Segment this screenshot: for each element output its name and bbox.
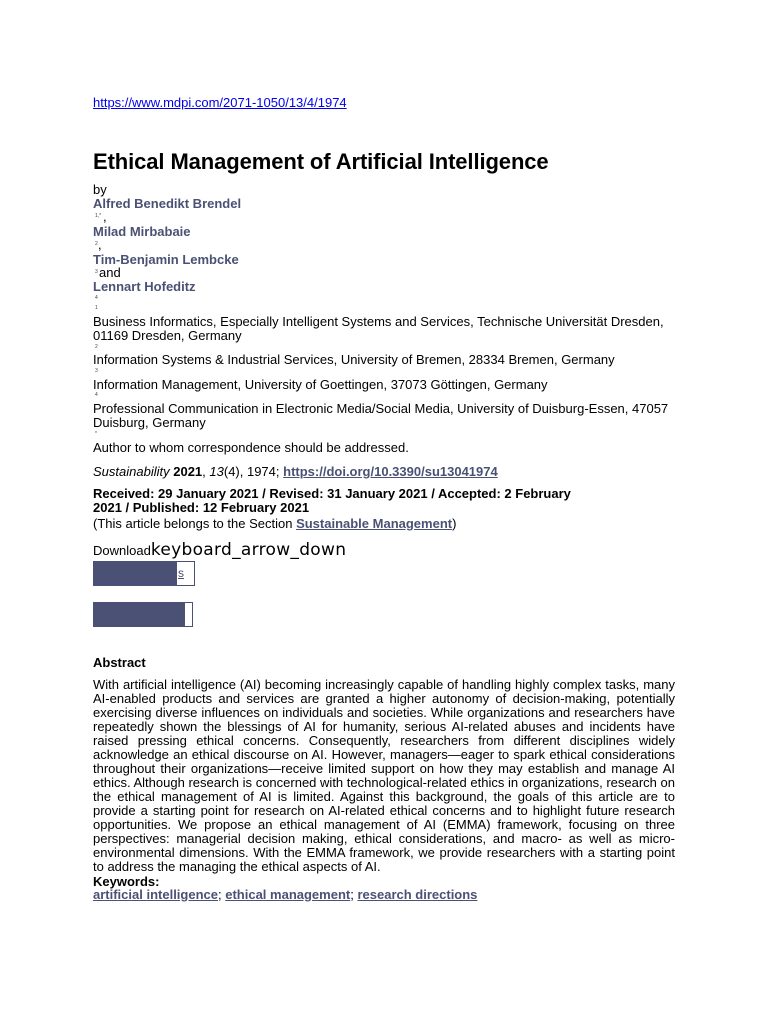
correspondence-note: Author to whom correspondence should be addressed. [93, 440, 409, 455]
download-option-button-2[interactable] [93, 602, 193, 627]
author-link-2[interactable]: Milad Mirbabaie [93, 224, 191, 239]
keyword-link-3[interactable]: research directions [357, 887, 478, 902]
journal-volume: 13 [209, 464, 224, 479]
affiliation-2: Information Systems & Industrial Services, University of Bremen, 28334 Bremen, Germany [93, 352, 615, 367]
affiliation-num-3: 3 [95, 368, 98, 374]
keywords-heading: Keywords: [93, 874, 160, 889]
author-link-4[interactable]: Lennart Hofeditz [93, 279, 196, 294]
section-suffix: ) [452, 516, 457, 531]
author-link-1[interactable]: Alfred Benedikt Brendel [93, 196, 242, 211]
author-link-3[interactable]: Tim-Benjamin Lembcke [93, 252, 239, 267]
affiliation-1: Business Informatics, Especially Intelligent Systems and Services, Technische Universität Dresden, 01169 Dresden, Germany [93, 314, 664, 343]
abstract-heading: Abstract [93, 655, 146, 670]
author-sup-2: 2 [95, 241, 98, 247]
section-prefix: (This article belongs to the Section [93, 516, 297, 531]
journal-issue: (4) [223, 464, 240, 479]
journal-article: , 1974; [239, 464, 284, 479]
doi-link[interactable]: https://doi.org/10.3390/su13041974 [283, 464, 498, 479]
affiliation-num-4: 4 [95, 392, 98, 398]
author-sep-2: , [98, 237, 102, 252]
download-option-tail-2 [185, 603, 192, 626]
download-label[interactable]: Download [93, 543, 151, 558]
by-label: by [93, 182, 107, 197]
download-option-tail[interactable]: s [177, 562, 194, 585]
abstract-text: With artificial intelligence (AI) becoming increasingly capable of handling highly complex tasks, many AI-enabled products and services are granted a higher autonomy of decision-making, potentially exercising diverse influences on individuals and societies. While organizations and researchers have repeatedly shown the blessings of AI for humanity, serious AI-related abuses and incidents have raised pressing ethical concerns. Consequently, researchers from different disciplines widely acknowledge an ethical discourse on AI. However, managers—eager to spark ethical considerations throughout their organizations—receive limited support on how they may establish and manage AI ethics. Although research is concerned with technological-related ethics in organizations, research on the ethical management of AI is limited. Against this background, the goals of this article are to provide a starting point for research on AI-related ethical concerns and to highlight future research opportunities. We propose an ethical management of AI (EMMA) framework, focusing on three perspectives: managerial decision making, ethical considerations, and macro- as well as micro-environmental dimensions. With the EMMA framework, we provide researchers with a starting point to address the managing the ethical aspects of AI. [93, 677, 675, 874]
publication-dates: Received: 29 January 2021 / Revised: 31 January 2021 / Accepted: 2 February 2021 / Published: 12 February 2021 [93, 486, 571, 515]
journal-name: Sustainability [93, 464, 170, 479]
article-url-link[interactable]: https://www.mdpi.com/2071-1050/13/4/1974 [93, 95, 347, 110]
keyword-link-1[interactable]: artificial intelligence [93, 887, 218, 902]
affiliation-num-1: 1 [95, 305, 98, 311]
author-sup-1: 1,* [95, 213, 102, 219]
affiliation-num-corr: * [95, 431, 97, 437]
download-menu[interactable] [93, 540, 346, 560]
author-sep-1: , [103, 209, 107, 224]
journal-citation: Sustainability 2021, 13(4), 1974; https://doi.org/10.3390/su13041974 [93, 464, 498, 479]
section-note [93, 516, 456, 531]
journal-year: 2021 [173, 464, 203, 479]
keyboard-arrow-down-icon[interactable]: keyboard_arrow_down [150, 540, 347, 560]
author-sup-3: 3 [95, 269, 98, 275]
download-option-button-1[interactable] [93, 561, 195, 586]
author-sep-3: and [99, 265, 121, 280]
keywords-list: artificial intelligence; ethical management; research directions [93, 887, 478, 902]
author-sup-4: 4 [95, 295, 98, 301]
affiliation-4: Professional Communication in Electronic Media/Social Media, University of Duisburg-Essen, 47057 Duisburg, Germany [93, 401, 669, 430]
section-link[interactable]: Sustainable Management [296, 516, 453, 531]
affiliation-num-2: 2 [95, 344, 98, 350]
affiliation-3: Information Management, University of Goettingen, 37073 Göttingen, Germany [93, 377, 548, 392]
article-title: Ethical Management of Artificial Intelligence [93, 149, 549, 174]
keyword-link-2[interactable]: ethical management [225, 887, 351, 902]
